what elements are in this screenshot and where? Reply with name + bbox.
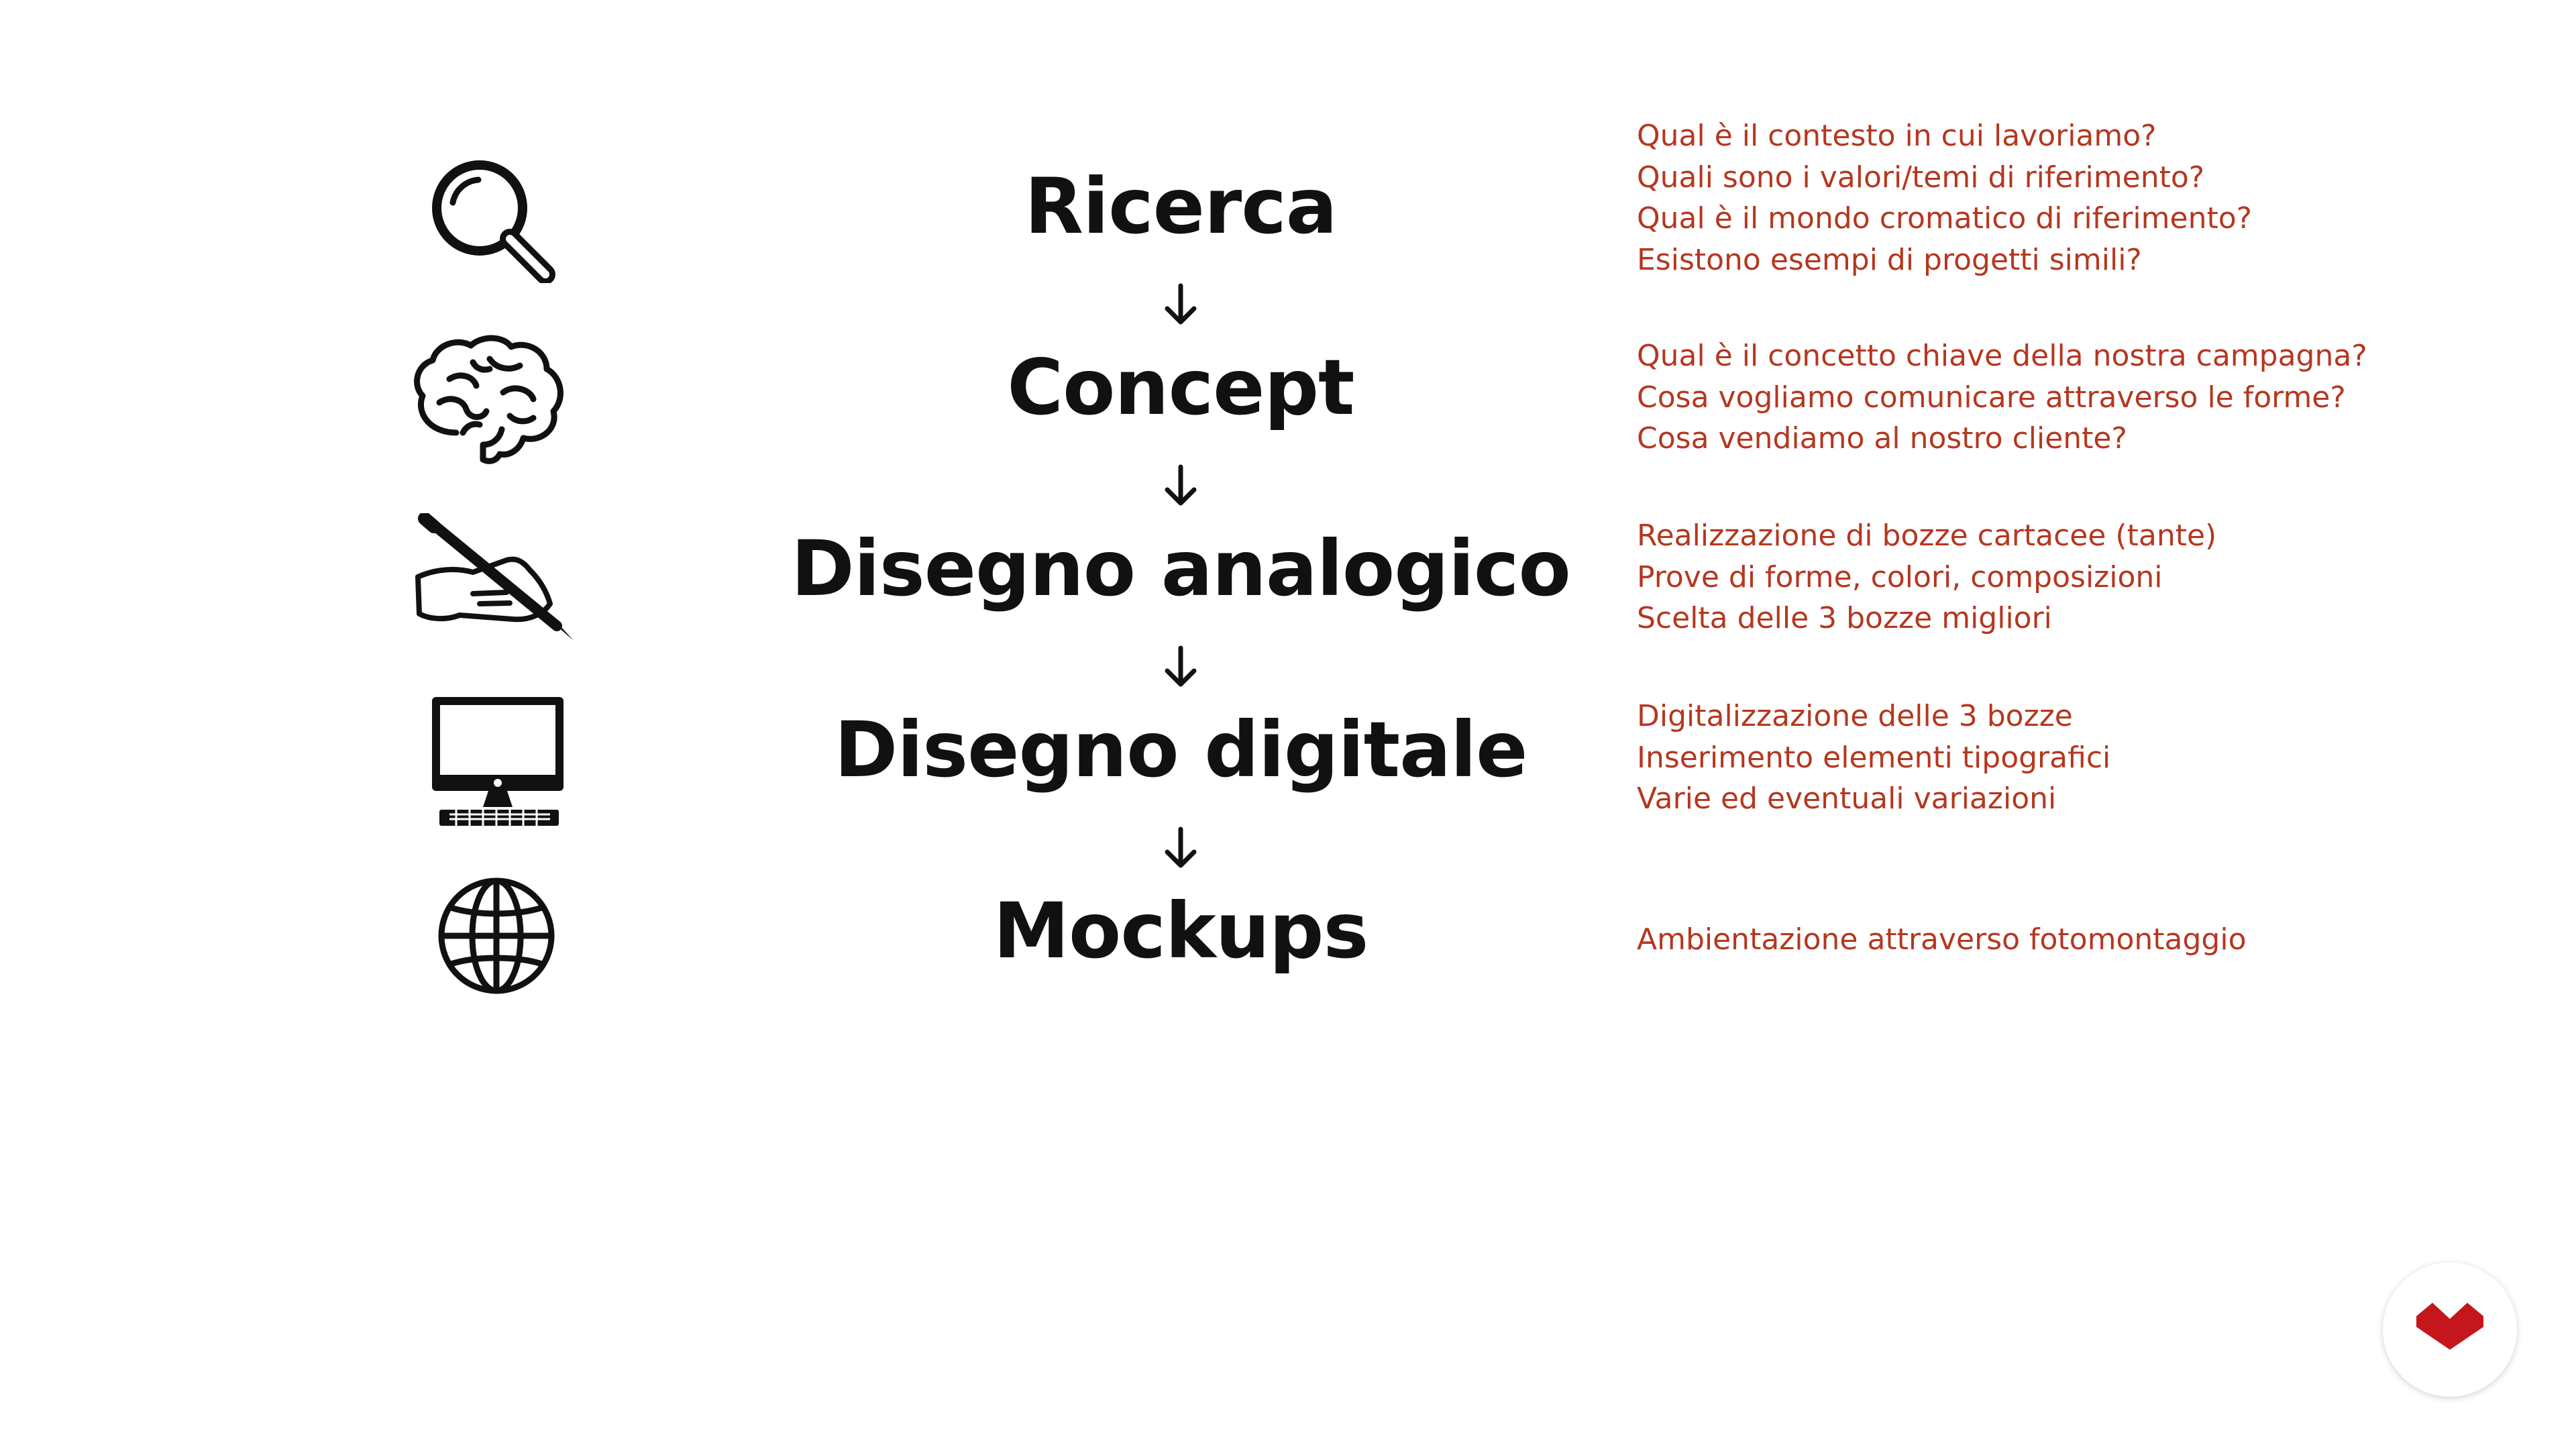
globe-icon: [436, 875, 557, 996]
note-line: Qual è il concetto chiave della nostra campagna?: [1637, 339, 2367, 373]
desktop-computer-icon: [429, 694, 570, 828]
note-line: Ambientazione attraverso fotomontaggio: [1637, 922, 2247, 957]
note-line: Quali sono i valori/temi di riferimento?: [1637, 160, 2205, 195]
brand-logo-badge[interactable]: [2383, 1263, 2517, 1397]
notes-concept: [1637, 335, 2367, 460]
note-line: Prove di forme, colori, composizioni: [1637, 559, 2163, 594]
notes-mockups: [1637, 919, 2247, 961]
stage-title-disegno-digitale: Disegno digitale: [834, 705, 1527, 794]
stage-title-disegno-analogico: Disegno analogico: [791, 524, 1570, 613]
note-line: Scelta delle 3 bozze migliori: [1637, 601, 2052, 635]
stage-title-mockups: Mockups: [993, 886, 1368, 975]
arrow-down-icon: [1161, 644, 1201, 691]
notes-disegno-digitale: [1637, 696, 2110, 820]
stage-title-concept: Concept: [1007, 343, 1354, 432]
magnifier-icon: [426, 156, 560, 283]
brand-logo-icon: [2412, 1296, 2487, 1352]
note-line: Qual è il contesto in cui lavoriamo?: [1637, 119, 2157, 153]
notes-ricerca: [1637, 115, 2252, 280]
note-line: Esistono esempi di progetti simili?: [1637, 242, 2142, 277]
arrow-down-icon: [1161, 825, 1201, 872]
note-line: Inserimento elementi tipografici: [1637, 740, 2111, 775]
stage-title-ricerca: Ricerca: [1024, 162, 1337, 251]
hand-drawing-icon: [413, 513, 584, 647]
note-line: Cosa vendiamo al nostro cliente?: [1637, 421, 2127, 455]
note-line: Cosa vogliamo comunicare attraverso le forme?: [1637, 380, 2346, 415]
brain-icon: [409, 332, 570, 466]
note-line: Varie ed eventuali variazioni: [1637, 782, 2057, 816]
arrow-down-icon: [1161, 463, 1201, 510]
arrow-down-icon: [1161, 282, 1201, 329]
note-line: Realizzazione di bozze cartacee (tante): [1637, 519, 2217, 553]
note-line: Qual è il mondo cromatico di riferimento?: [1637, 201, 2252, 235]
notes-disegno-analogico: [1637, 515, 2216, 639]
note-line: Digitalizzazione delle 3 bozze: [1637, 699, 2073, 733]
